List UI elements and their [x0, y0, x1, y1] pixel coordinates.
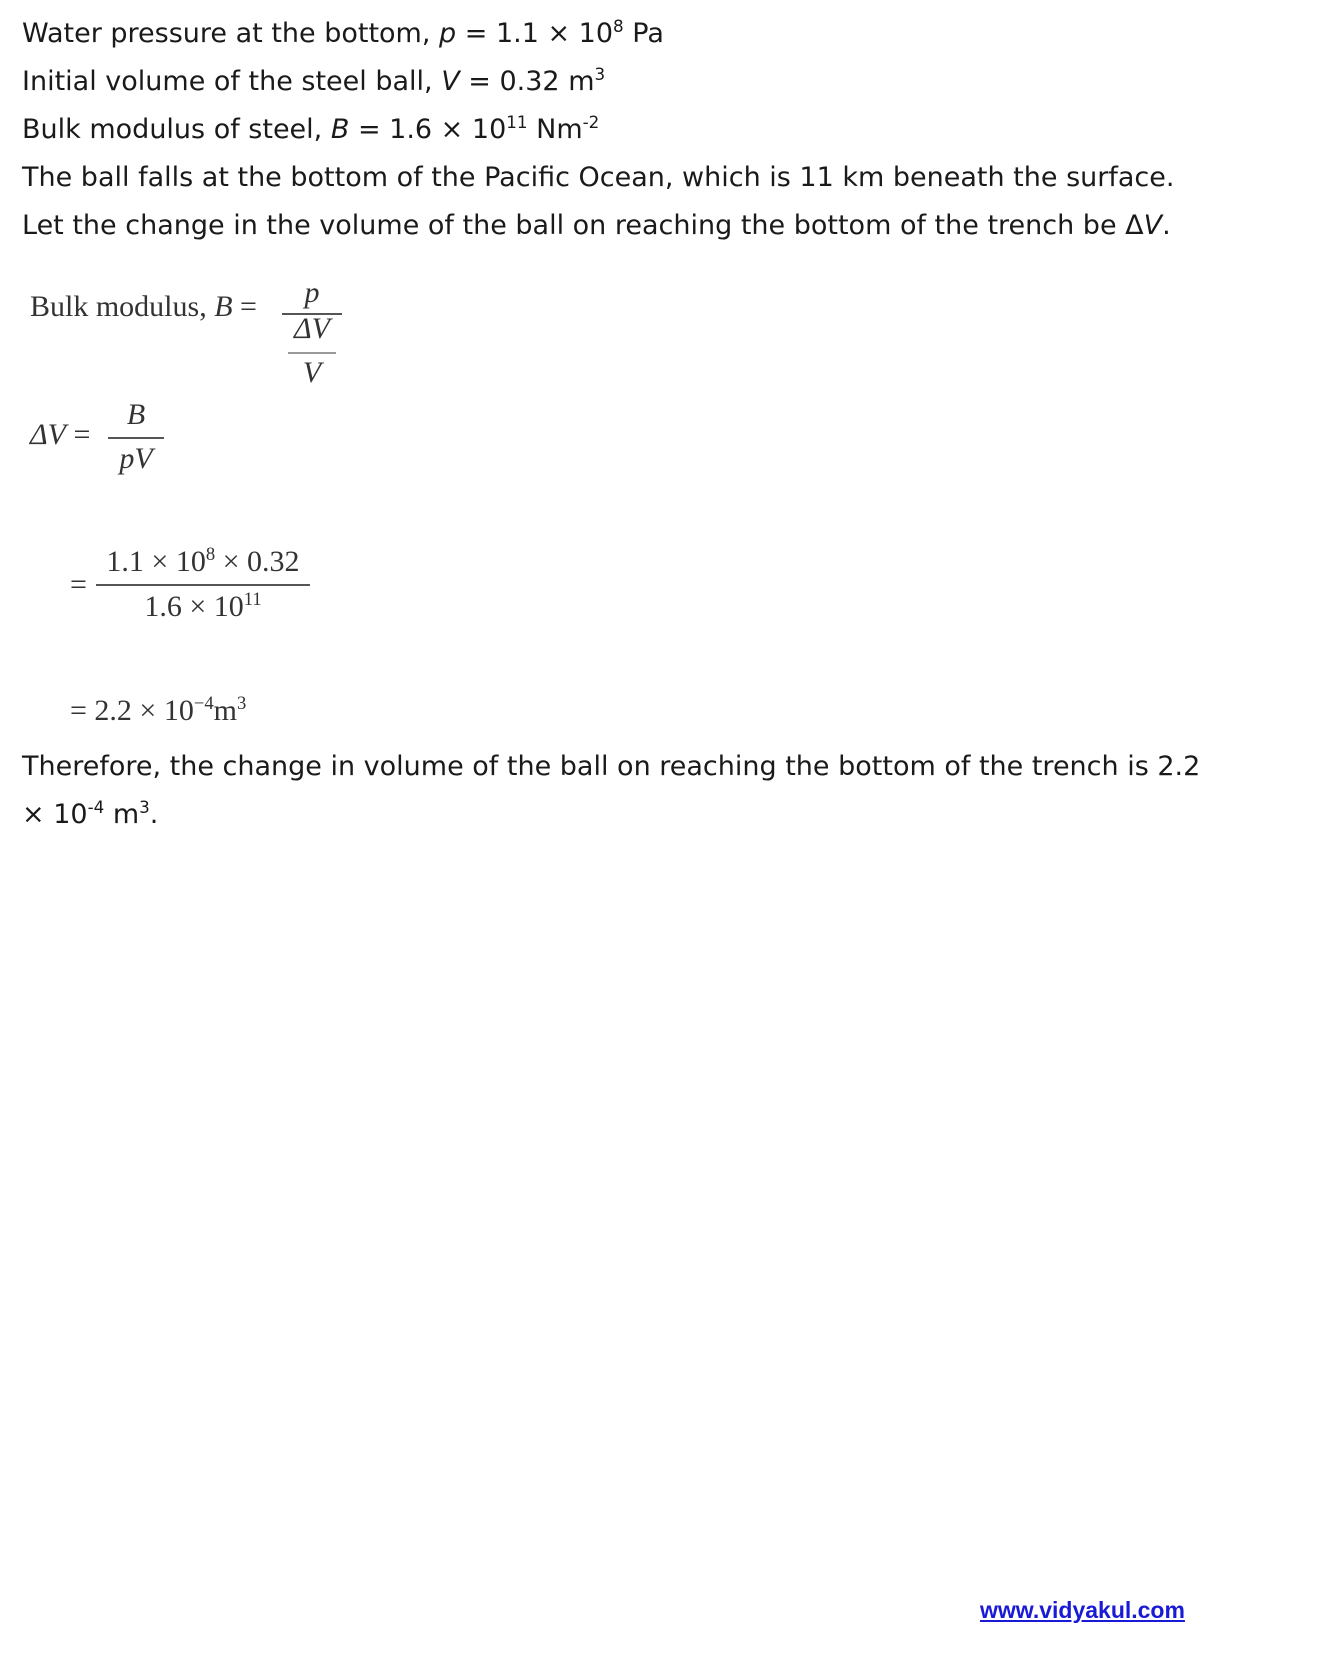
given-bulk-modulus: Bulk modulus of steel, $B = 1.6 \times 10^{11}$ $Nm^{-2}$	[22, 112, 600, 145]
conclusion-line-2: × $10^{-4}$ $m^3$.	[22, 797, 159, 830]
footer-website-link[interactable]: www.vidyakul.com	[980, 1597, 1185, 1623]
conclusion-line-1: Therefore, the change in volume of the ball on reaching the bottom of the trench is 2.2	[22, 751, 1201, 782]
statement-delta-v: Let the change in the volume of the ball on reaching the bottom of the trench be ΔV.	[22, 210, 1171, 241]
given-pressure: Water pressure at the bottom, $p = 1.1 \times 10^8$ Pa	[22, 16, 664, 49]
formula-result: = $2.2 \times 10^{-4}m^3$	[70, 693, 247, 727]
statement-depth: The ball falls at the bottom of the Pacific Ocean, which is 11 km beneath the surface.	[22, 162, 1175, 193]
given-volume: Initial volume of the steel ball, V = 0.32 $m^3$	[22, 64, 606, 97]
